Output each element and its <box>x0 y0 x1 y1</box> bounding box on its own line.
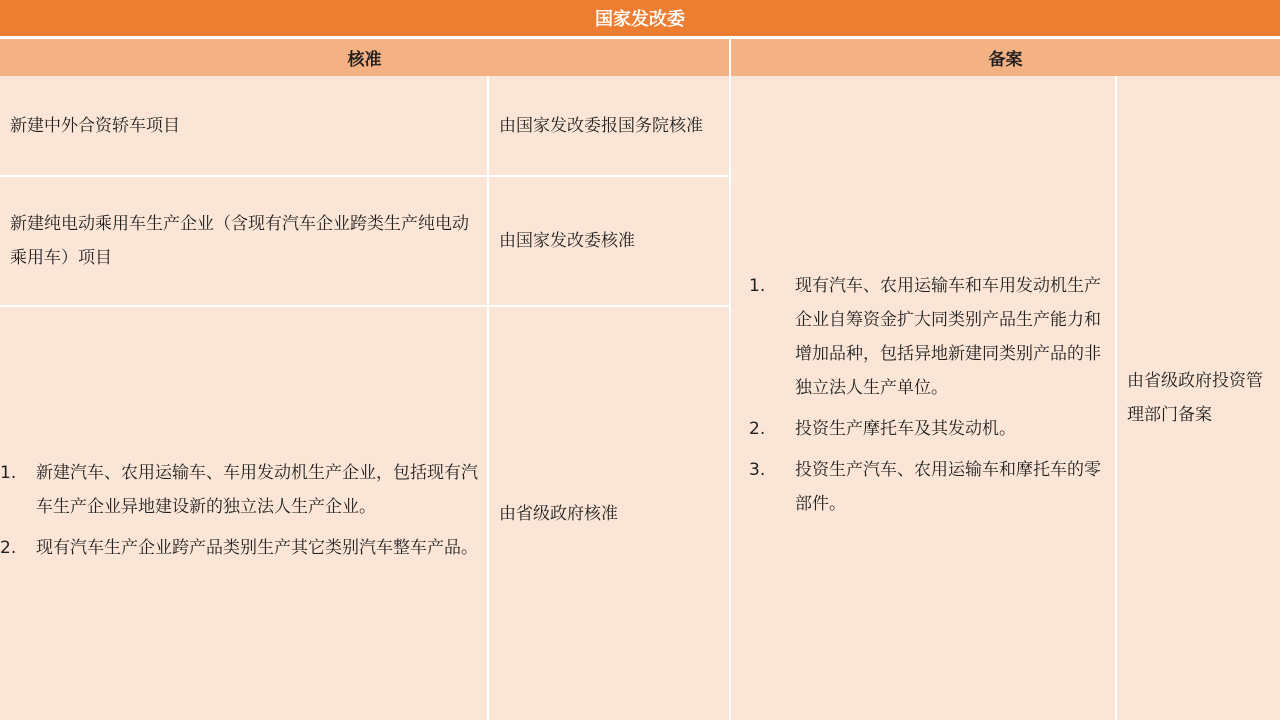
list-number: 1. <box>749 275 766 296</box>
list-number: 2. <box>0 537 17 558</box>
list-number: 2. <box>749 418 766 439</box>
list-item <box>749 453 1115 521</box>
list-text: 现有汽车、农用运输车和车用发动机生产企业自筹资金扩大同类别产品生产能力和增加品种，包括异地新建同类别产品的非独立法人生产单位。 <box>795 275 1101 398</box>
list-text: 投资生产摩托车及其发动机。 <box>795 418 1016 439</box>
approval-project-cell: 新建中外合资轿车项目 <box>0 76 488 176</box>
approval-authority-cell: 由国家发改委核准 <box>488 176 730 306</box>
filing-items-cell <box>730 76 1116 720</box>
table-title: 国家发改委 <box>0 0 1280 38</box>
approval-header: 核准 <box>0 38 730 77</box>
list-text: 新建汽车、农用运输车、车用发动机生产企业，包括现有汽车生产企业异地建设新的独立法人生产企业。 <box>36 462 478 517</box>
filing-authority-cell: 由省级政府投资管理部门备案 <box>1116 76 1280 720</box>
approval-project-cell: 新建纯电动乘用车生产企业（含现有汽车企业跨类生产纯电动乘用车）项目 <box>0 176 488 306</box>
approval-items-cell <box>0 306 488 720</box>
list-item <box>0 456 487 524</box>
approval-authority-cell: 由省级政府核准 <box>488 306 730 720</box>
list-item <box>0 531 487 565</box>
list-number: 1. <box>0 462 17 483</box>
list-number: 3. <box>749 459 766 480</box>
filing-header: 备案 <box>730 38 1280 77</box>
list-text: 投资生产汽车、农用运输车和摩托车的零部件。 <box>795 459 1101 514</box>
list-text: 现有汽车生产企业跨产品类别生产其它类别汽车整车产品。 <box>36 537 478 558</box>
approval-authority-cell: 由国家发改委报国务院核准 <box>488 76 730 176</box>
approval-list <box>0 456 487 565</box>
filing-list <box>740 269 1115 521</box>
list-item <box>749 269 1115 405</box>
list-item <box>749 412 1115 446</box>
